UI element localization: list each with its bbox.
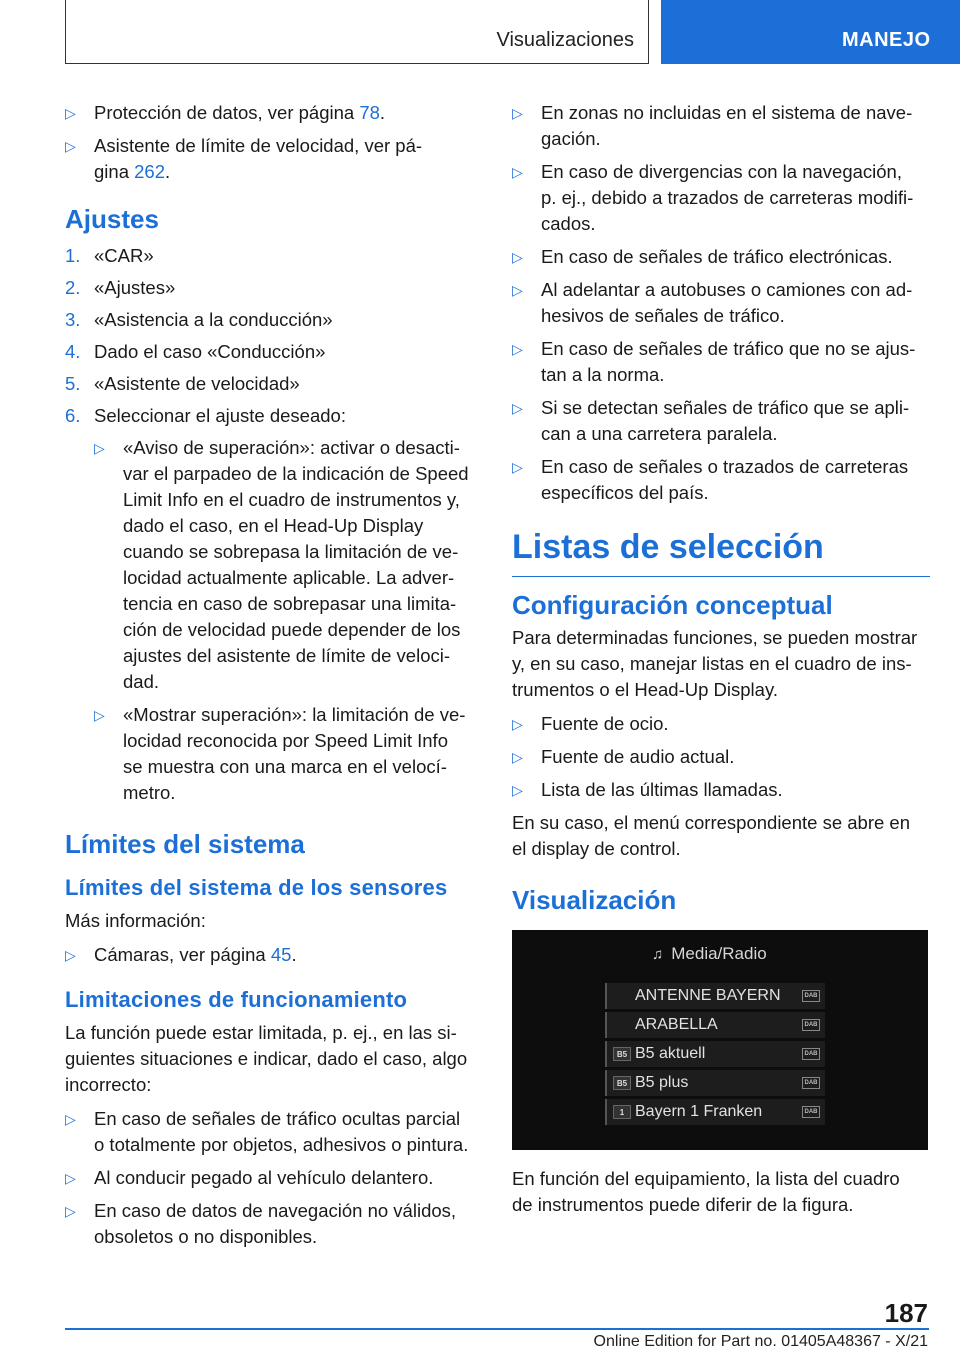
bullet-triangle-icon: ▷ [65,947,76,963]
step-text: «CAR» [94,245,154,266]
right-bullet-1: ▷ En zonas no incluidas en el sistema de nave- gación. [512,102,913,149]
screen-station-row [605,983,825,1009]
step-3 [65,307,480,333]
bullet-triangle-icon: ▷ [512,749,523,765]
right-bullet-2: ▷ En caso de divergencias con la navegación, p. ej., debido a trazados de carreteras modifi- cados. [512,161,914,234]
screen-station-row [605,1012,825,1038]
step-6 [65,403,480,429]
station-label: ANTENNE BAYERN [635,987,781,1004]
page-link-78[interactable]: 78 [359,102,380,123]
dab-badge-icon: DAB [802,1019,820,1031]
station-label: B5 plus [635,1074,689,1091]
heading-listas-seleccion: Listas de selección [512,526,930,577]
config-bullet-2: ▷ Fuente de audio actual. [512,744,930,770]
step-text: Dado el caso «Conducción» [94,341,326,362]
step-1 [65,243,480,269]
text-mas-informacion: Más información: [65,910,206,931]
bullet-triangle-icon: ▷ [65,1170,76,1186]
step-text: Seleccionar el ajuste deseado: [94,405,346,426]
heading-configuracion-conceptual: Configuración conceptual [512,590,833,620]
bullet-triangle-icon: ▷ [512,459,523,475]
figure-caption: En función del equipamiento, la lista del cuadro de instrumentos puede diferir de la figura. [512,1168,900,1215]
heading-limites-sensores: Límites del sistema de los sensores [65,875,448,900]
step-5 [65,371,480,397]
step-number: 6. [65,405,81,426]
bullet-triangle-icon: ▷ [65,1111,76,1127]
bullet-camaras: ▷ Cámaras, ver página 45. [65,942,480,968]
page-link-45[interactable]: 45 [270,944,292,965]
right-bullet-4: ▷ Al adelantar a autobuses o camiones con ad- hesivos de señales de tráfico. [512,279,913,326]
limitacion-bullet-2: ▷ Al conducir pegado al vehículo delantero. [65,1165,480,1191]
right-column [512,100,930,1218]
bullet-triangle-icon: ▷ [94,440,105,456]
sub-bullet-1: ▷ «Aviso de superación»: activar o desacti- var el parpadeo de la indicación de Speed Limit Info en el cuadro de instrumentos y, dado el caso, en el Head-Up Display cuando se sobrepasa la limitación de ve- locidad actualmente aplicable. La adver- tencia en caso de sobrepasar una limita- ción de velocidad puede depender de los ajustes del asistente de límite de veloci- dad. [94,437,469,692]
station-label: ARABELLA [635,1016,718,1033]
step-number: 5. [65,373,81,394]
screen-station-row [605,1099,825,1125]
config-bullet-1: ▷ Fuente de ocio. [512,711,930,737]
header-chapter-label: MANEJO [842,29,931,51]
step-number: 2. [65,277,81,298]
limitacion-bullet-1: ▷ En caso de señales de tráfico ocultas parcial o totalmente por objetos, adhesivos o pintura. [65,1108,469,1155]
heading-limites-sistema: Límites del sistema [65,829,305,859]
bullet-triangle-icon: ▷ [512,341,523,357]
step-2 [65,275,480,301]
step-text: «Ajustes» [94,277,176,298]
step-text: «Asistencia a la conducción» [94,309,333,330]
right-bullet-3: ▷ En caso de señales de tráfico electrónicas. [512,244,930,270]
bullet-triangle-icon: ▷ [65,1203,76,1219]
page-link-262[interactable]: 262 [134,161,165,182]
dab-badge-icon: DAB [802,990,820,1002]
dab-badge-icon: DAB [802,1106,820,1118]
config-bullet-3: ▷ Lista de las últimas llamadas. [512,777,930,803]
station-label: B5 aktuell [635,1045,706,1062]
text-configuracion: Para determinadas funciones, se pueden mostrar y, en su caso, manejar listas en el cuadro de ins- trumentos o el Head-Up Display. [512,627,918,700]
media-radio-icon: ♫ [652,945,664,963]
bullet-triangle-icon: ▷ [512,282,523,298]
station-badge-icon: 1 [613,1105,631,1119]
bullet-triangle-icon: ▷ [94,707,105,723]
heading-limitaciones: Limitaciones de funcionamiento [65,987,408,1012]
step-number: 3. [65,309,81,330]
bullet-triangle-icon: ▷ [65,138,76,154]
right-bullet-7: ▷ En caso de señales o trazados de carreteras específicos del país. [512,456,909,503]
step-4 [65,339,480,365]
screen-station-row [605,1070,825,1096]
footer-rule [65,1328,929,1330]
sub-bullet-2: ▷ «Mostrar superación»: la limitación de ve- locidad reconocida por Speed Limit Info se muestra con una marca en el velocí- metro. [94,704,466,803]
bullet-asistente-limite: ▷ Asistente de límite de velocidad, ver pá- gina 262. [65,135,423,182]
bullet-triangle-icon: ▷ [512,164,523,180]
bullet-triangle-icon: ▷ [512,716,523,732]
station-badge-icon: B5 [613,1047,631,1061]
screen-station-row [605,1041,825,1067]
text-limitaciones-intro: La función puede estar limitada, p. ej., en las si- guientes situaciones e indicar, dado el caso, algo incorrecto: [65,1022,468,1095]
station-label: Bayern 1 Franken [635,1103,763,1120]
instrument-cluster-screenshot [512,930,928,1150]
heading-ajustes: Ajustes [65,204,159,234]
page-number: 187 [884,1298,928,1328]
dab-badge-icon: DAB [802,1077,820,1089]
header-section-box [65,0,649,64]
limitacion-bullet-3: ▷ En caso de datos de navegación no válidos, obsoletos o no disponibles. [65,1200,457,1247]
heading-visualizacion: Visualización [512,885,677,915]
bullet-triangle-icon: ▷ [65,105,76,121]
dab-badge-icon: DAB [802,1048,820,1060]
screen-title: ♫ Media/Radio [652,944,767,963]
right-bullet-6: ▷ Si se detectan señales de tráfico que se apli- can a una carretera paralela. [512,397,910,444]
left-column [65,100,480,1257]
step-number: 1. [65,245,81,266]
bullet-triangle-icon: ▷ [512,400,523,416]
bullet-triangle-icon: ▷ [512,105,523,121]
station-badge-icon: B5 [613,1076,631,1090]
footer-edition: Online Edition for Part no. 01405A48367 - X/21 [593,1333,928,1350]
header-section-title: Visualizaciones [496,29,634,51]
text-menu: En su caso, el menú correspondiente se abre en el display de control. [512,812,910,859]
bullet-proteccion: ▷ Protección de datos, ver página 78. [65,100,480,126]
right-bullet-5: ▷ En caso de señales de tráfico que no se ajus- tan a la norma. [512,338,916,385]
bullet-triangle-icon: ▷ [512,782,523,798]
step-number: 4. [65,341,81,362]
step-text: «Asistente de velocidad» [94,373,300,394]
bullet-triangle-icon: ▷ [512,249,523,265]
